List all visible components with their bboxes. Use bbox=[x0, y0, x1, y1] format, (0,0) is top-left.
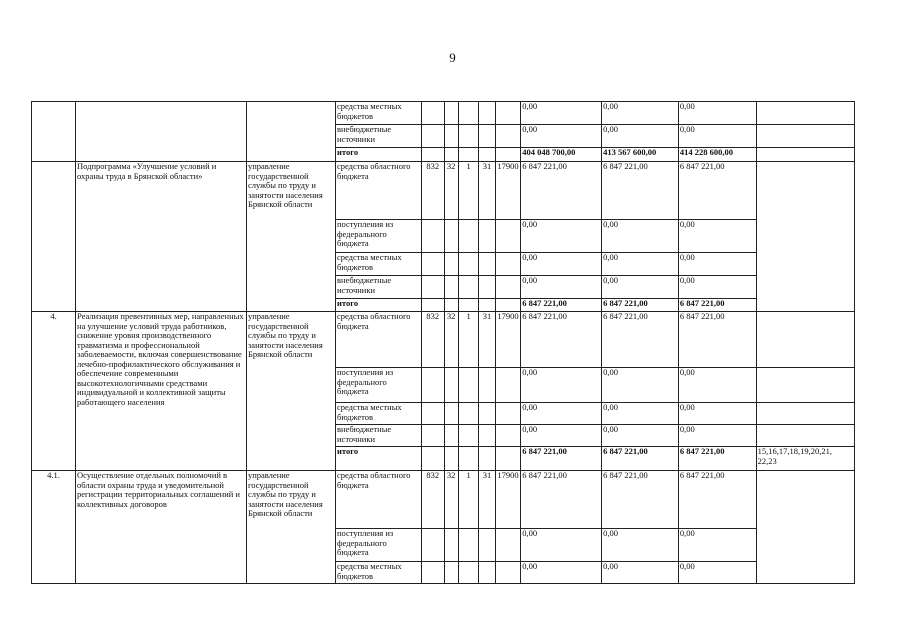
code-cell: 1 bbox=[458, 471, 478, 529]
value-cell: 0,00 bbox=[521, 562, 602, 584]
source-cell: поступления из федерального бюджета bbox=[336, 529, 422, 562]
value-cell: 0,00 bbox=[678, 102, 756, 125]
table-row bbox=[32, 162, 855, 220]
source-cell: поступления из федерального бюджета bbox=[336, 368, 422, 403]
value-cell: 0,00 bbox=[602, 403, 679, 425]
code-cell: 832 bbox=[421, 312, 444, 368]
value-cell: 0,00 bbox=[602, 562, 679, 584]
total-label: итого bbox=[336, 299, 422, 312]
total-label: итого bbox=[336, 148, 422, 162]
source-cell: средства местных бюджетов bbox=[336, 253, 422, 276]
value-cell: 0,00 bbox=[521, 425, 602, 447]
code-cell: 832 bbox=[421, 471, 444, 529]
value-cell: 0,00 bbox=[678, 125, 756, 148]
code-cell: 31 bbox=[479, 162, 495, 220]
source-cell: поступления из федерального бюджета bbox=[336, 220, 422, 253]
executor-cell: управление государственной службы по труду и занятости населения Брянской области bbox=[246, 471, 335, 584]
total-value: 6 847 221,00 bbox=[678, 299, 756, 312]
num-cell bbox=[32, 102, 76, 162]
source-cell: внебюджетные источники bbox=[336, 276, 422, 299]
value-cell: 6 847 221,00 bbox=[602, 162, 679, 220]
value-cell: 0,00 bbox=[521, 253, 602, 276]
value-cell: 6 847 221,00 bbox=[521, 162, 602, 220]
value-cell: 6 847 221,00 bbox=[602, 471, 679, 529]
value-cell: 6 847 221,00 bbox=[602, 312, 679, 368]
num-cell: 4. bbox=[32, 312, 76, 471]
value-cell: 0,00 bbox=[602, 425, 679, 447]
value-cell: 0,00 bbox=[678, 368, 756, 403]
value-cell: 0,00 bbox=[602, 220, 679, 253]
budget-table bbox=[31, 101, 855, 584]
name-cell bbox=[76, 102, 247, 162]
value-cell: 0,00 bbox=[602, 368, 679, 403]
subprogram-name: Подпрограмма «Улучшение условий и охраны труда в Брянской области» bbox=[76, 162, 247, 312]
value-cell: 0,00 bbox=[521, 403, 602, 425]
value-cell: 6 847 221,00 bbox=[521, 471, 602, 529]
value-cell: 6 847 221,00 bbox=[521, 312, 602, 368]
indicator-cell: 15,16,17,18,19,20,21, 22,23 bbox=[756, 447, 854, 471]
table-row bbox=[32, 312, 855, 368]
value-cell: 0,00 bbox=[678, 276, 756, 299]
code-cell: 1 bbox=[458, 312, 478, 368]
value-cell: 0,00 bbox=[521, 529, 602, 562]
total-value: 413 567 600,00 bbox=[602, 148, 679, 162]
indicator-cell bbox=[756, 471, 854, 584]
value-cell: 0,00 bbox=[521, 220, 602, 253]
value-cell: 0,00 bbox=[521, 125, 602, 148]
source-cell: внебюджетные источники bbox=[336, 125, 422, 148]
source-cell: внебюджетные источники bbox=[336, 425, 422, 447]
code-cell: 1 bbox=[458, 162, 478, 220]
total-value: 6 847 221,00 bbox=[678, 447, 756, 471]
code-cell: 17900 bbox=[495, 312, 521, 368]
measure-name: Осуществление отдельных полномочий в области охраны труда и уведомительной регистрации территориальных соглашений и коллективных договоров bbox=[76, 471, 247, 584]
value-cell: 0,00 bbox=[602, 276, 679, 299]
code-cell: 32 bbox=[444, 162, 458, 220]
value-cell: 0,00 bbox=[602, 253, 679, 276]
executor-cell: управление государственной службы по труду и занятости населения Брянской области bbox=[246, 312, 335, 471]
value-cell: 0,00 bbox=[678, 529, 756, 562]
value-cell: 0,00 bbox=[678, 425, 756, 447]
num-cell bbox=[32, 162, 76, 312]
indicator-cell bbox=[756, 102, 854, 125]
indicator-cell bbox=[756, 162, 854, 312]
code-cell: 31 bbox=[479, 312, 495, 368]
table-row bbox=[32, 102, 855, 125]
value-cell: 6 847 221,00 bbox=[678, 312, 756, 368]
value-cell: 0,00 bbox=[678, 253, 756, 276]
value-cell: 0,00 bbox=[602, 529, 679, 562]
page-number: 9 bbox=[449, 50, 456, 65]
executor-cell: управление государственной службы по труду и занятости населения Брянской области bbox=[246, 162, 335, 312]
value-cell: 0,00 bbox=[602, 125, 679, 148]
indicator-cell bbox=[756, 312, 854, 368]
code-cell: 17900 bbox=[495, 471, 521, 529]
value-cell: 0,00 bbox=[678, 562, 756, 584]
value-cell: 0,00 bbox=[521, 276, 602, 299]
source-cell: средства областного бюджета bbox=[336, 471, 422, 529]
value-cell: 6 847 221,00 bbox=[678, 471, 756, 529]
total-value: 6 847 221,00 bbox=[602, 299, 679, 312]
total-value: 6 847 221,00 bbox=[521, 299, 602, 312]
value-cell: 0,00 bbox=[678, 220, 756, 253]
code-cell: 832 bbox=[421, 162, 444, 220]
total-value: 6 847 221,00 bbox=[602, 447, 679, 471]
num-cell: 4.1. bbox=[32, 471, 76, 584]
source-cell: средства местных бюджетов bbox=[336, 403, 422, 425]
executor-cell bbox=[246, 102, 335, 162]
total-value: 404 048 700,00 bbox=[521, 148, 602, 162]
total-value: 6 847 221,00 bbox=[521, 447, 602, 471]
value-cell: 0,00 bbox=[602, 102, 679, 125]
code-cell: 17900 bbox=[495, 162, 521, 220]
source-cell: средства областного бюджета bbox=[336, 162, 422, 220]
total-value: 414 228 600,00 bbox=[678, 148, 756, 162]
code-cell: 31 bbox=[479, 471, 495, 529]
value-cell: 6 847 221,00 bbox=[678, 162, 756, 220]
code-cell: 32 bbox=[444, 312, 458, 368]
value-cell: 0,00 bbox=[521, 368, 602, 403]
measure-name: Реализация превентивных мер, направленных на улучшение условий труда работников, снижение уровня производственного травматизма и профессиональной заболеваемости, включая совершенствование лечебно-профилактического обслуживания и обеспечение современными высокотехнологичными средствами индивидуальной и коллективной защиты работающего населения bbox=[76, 312, 247, 471]
value-cell: 0,00 bbox=[678, 403, 756, 425]
table-row bbox=[32, 471, 855, 529]
source-cell: средства местных бюджетов bbox=[336, 102, 422, 125]
code-cell: 32 bbox=[444, 471, 458, 529]
value-cell: 0,00 bbox=[521, 102, 602, 125]
total-label: итого bbox=[336, 447, 422, 471]
source-cell: средства областного бюджета bbox=[336, 312, 422, 368]
source-cell: средства местных бюджетов bbox=[336, 562, 422, 584]
